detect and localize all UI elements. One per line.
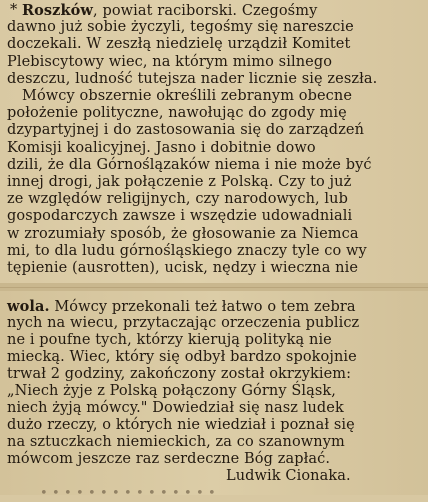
text-line xyxy=(7,36,350,53)
bold-lead-word: Roszków xyxy=(22,2,94,19)
line-text: „Niech żyje z Polską połączony Górny Śląsk, xyxy=(7,383,336,399)
line-text: , powiat raciborski. Czegośmy xyxy=(93,3,318,19)
text-line xyxy=(7,122,364,139)
line-text: trwał 2 godziny, zakończony został okrzykiem: xyxy=(7,366,352,382)
line-text: tępienie (ausrotten), ucisk, nędzy i wieczna nie xyxy=(7,260,359,276)
line-text: Komisji koalicyjnej. Jasno i dobitnie dowo xyxy=(7,139,316,156)
text-line xyxy=(7,349,357,366)
line-text: na sztuczkach niemieckich, za co szanownym xyxy=(7,434,345,450)
line-text: miecką. Wiec, który się odbył bardzo spokojnie xyxy=(7,349,357,365)
text-line xyxy=(7,243,367,260)
text-line xyxy=(7,383,336,400)
text-line xyxy=(7,332,332,349)
line-text: dzili, że dla Górnoślązaków niema i nie może być xyxy=(7,156,372,173)
text-line xyxy=(7,434,345,451)
text-line xyxy=(7,105,347,122)
text-line xyxy=(7,19,354,36)
line-text: położenie polityczne, nawołując do zgody mię xyxy=(7,105,347,122)
line-text: niech żyją mówcy." Dowiedział się nasz ludek xyxy=(7,400,344,416)
line-text: dawno już sobie życzyli, tegośmy się nareszcie xyxy=(7,19,354,36)
line-text: ne i poufne tych, którzy kierują polityką nie xyxy=(7,332,332,348)
line-text: deszczu, ludność tutejsza nader licznie się zeszła. xyxy=(7,70,378,87)
line-text: innej drogi, jak połączenie z Polską. Czy to już xyxy=(7,174,352,190)
text-line xyxy=(7,191,348,208)
line-text: mówcom jeszcze raz serdeczne Bóg zapłać. xyxy=(7,451,331,467)
text-line xyxy=(7,208,352,225)
text-line xyxy=(7,451,330,468)
line-text: Mówcy przekonali też łatwo o tem zebra xyxy=(49,299,356,315)
line-text: mi, to dla ludu górnośląskiego znaczy tyle co wy xyxy=(7,242,367,259)
next-article-fragment: • • • • • • • • • • • • • • • xyxy=(40,486,216,501)
text-line xyxy=(7,71,377,88)
text-line xyxy=(22,2,317,20)
text-line xyxy=(7,174,351,191)
text-line xyxy=(7,298,356,316)
bullet-mark: * xyxy=(10,2,18,18)
line-text: gospodarczych zawsze i wszędzie udowadniali xyxy=(7,208,353,225)
bold-lead-word: wola. xyxy=(7,298,50,315)
text-line xyxy=(22,88,352,105)
line-text: doczekali. W zeszłą niedzielę urządził Komitet xyxy=(7,36,351,53)
line-text: nych na wiecu, przytaczając orzeczenia publicz xyxy=(7,315,360,331)
line-text: w zrozumiały sposób, że głosowanie za Niemca xyxy=(7,225,359,242)
text-line xyxy=(7,260,358,277)
line-text: Mówcy obszernie określili zebranym obecne xyxy=(22,88,353,104)
line-text: Plebiscytowy wiec, na którym mimo silnego xyxy=(7,53,333,70)
text-line xyxy=(7,140,316,157)
line-text: dzypartyjnej i do zastosowania się do zarządzeń xyxy=(7,122,365,139)
signature: Ludwik Cionaka. xyxy=(226,468,351,484)
text-line xyxy=(7,315,359,332)
text-line xyxy=(7,366,351,383)
text-line xyxy=(7,226,359,243)
divider xyxy=(0,287,428,288)
line-text: ze względów religijnych, czy narodowych, lub xyxy=(7,191,348,208)
text-line xyxy=(7,54,332,71)
line-text: dużo rzeczy, o których nie wiedział i poznał się xyxy=(7,417,355,433)
text-line xyxy=(7,400,344,417)
text-line xyxy=(7,157,372,174)
text-line xyxy=(7,417,355,434)
